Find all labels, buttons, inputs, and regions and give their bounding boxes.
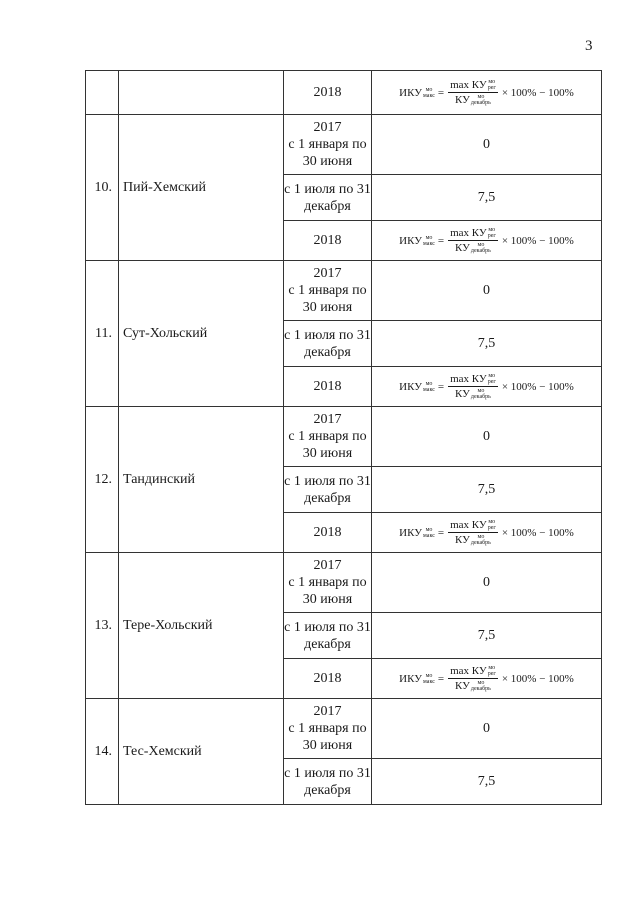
year-cell: 2018 [284, 659, 372, 699]
year-label: 2017 [313, 704, 342, 719]
year-label: 2017 [313, 120, 342, 135]
period-label: с 1 июля по 31 декабря [284, 619, 371, 652]
period-cell [284, 467, 372, 513]
value-cell: 7,5 [372, 613, 602, 659]
period-cell [284, 553, 372, 613]
year-label: 2017 [313, 558, 342, 573]
formula-equals: = [437, 234, 445, 247]
row-number: 14. [86, 699, 119, 805]
formula-equals: = [437, 86, 445, 99]
period-cell [284, 407, 372, 467]
formula-cell [372, 71, 602, 115]
value-cell: 0 [372, 261, 602, 321]
num-cell [86, 71, 119, 115]
index-formula [372, 227, 601, 255]
period-label: с 1 января по 30 июня [288, 429, 367, 461]
value-cell: 0 [372, 115, 602, 175]
municipality-name: Тере-Хольский [119, 553, 284, 699]
year-cell: 2018 [284, 367, 372, 407]
name-cell [119, 71, 284, 115]
formula-rhs: × 100% − 100% [501, 380, 574, 393]
table-row [86, 553, 602, 613]
formula-lhs: ИКУ мо макс [399, 380, 435, 393]
period-cell [284, 261, 372, 321]
formula-fraction: max КУ мо рег КУ мо декабрь [450, 518, 496, 547]
formula-lhs: ИКУ мо макс [399, 526, 435, 539]
year-cell: 2018 [284, 513, 372, 553]
year-label: 2017 [313, 412, 342, 427]
period-label: с 1 июля по 31 декабря [284, 473, 371, 506]
period-label: с 1 июля по 31 декабря [284, 765, 371, 798]
period-cell [284, 321, 372, 367]
row-number: 12. [86, 407, 119, 553]
formula-equals: = [437, 672, 445, 685]
period-cell [284, 613, 372, 659]
table-row [86, 115, 602, 175]
formula-cell [372, 221, 602, 261]
row-number: 11. [86, 261, 119, 407]
index-formula [372, 665, 601, 693]
period-label: с 1 января по 30 июня [288, 137, 367, 169]
formula-rhs: × 100% − 100% [501, 526, 574, 539]
value-cell: 0 [372, 407, 602, 467]
index-formula [372, 519, 601, 547]
allowance-table [85, 70, 602, 805]
municipality-name: Сут-Хольский [119, 261, 284, 407]
value-cell: 7,5 [372, 467, 602, 513]
page-number: 3 [585, 38, 593, 54]
municipality-name: Тес-Хемский [119, 699, 284, 805]
period-cell [284, 115, 372, 175]
formula-cell [372, 367, 602, 407]
period-label: с 1 января по 30 июня [288, 283, 367, 315]
formula-rhs: × 100% − 100% [501, 672, 574, 685]
period-cell [284, 699, 372, 759]
period-label: с 1 июля по 31 декабря [284, 327, 371, 360]
year-label: 2017 [313, 266, 342, 281]
formula-equals: = [437, 526, 445, 539]
period-cell [284, 175, 372, 221]
value-cell: 7,5 [372, 175, 602, 221]
period-cell [284, 759, 372, 805]
municipality-name: Пий-Хемский [119, 115, 284, 261]
municipality-name: Тандинский [119, 407, 284, 553]
formula-cell [372, 659, 602, 699]
formula-fraction: max КУ мо рег КУ мо декабрь [450, 226, 496, 255]
formula-lhs: ИКУ мо макс [399, 672, 435, 685]
index-formula [372, 79, 601, 107]
period-label: с 1 января по 30 июня [288, 721, 367, 753]
index-formula [372, 373, 601, 401]
row-number: 13. [86, 553, 119, 699]
formula-lhs: ИКУ мо макс [399, 234, 435, 247]
period-label: с 1 января по 30 июня [288, 575, 367, 607]
row-number: 10. [86, 115, 119, 261]
formula-fraction: max КУ мо рег КУ мо декабрь [450, 372, 496, 401]
formula-fraction: max КУ мо рег КУ мо декабрь [450, 664, 496, 693]
table-row [86, 407, 602, 467]
period-label: с 1 июля по 31 декабря [284, 181, 371, 214]
formula-cell [372, 513, 602, 553]
formula-rhs: × 100% − 100% [501, 86, 574, 99]
value-cell: 7,5 [372, 321, 602, 367]
table-row [86, 261, 602, 321]
table-row [86, 699, 602, 759]
year-cell: 2018 [284, 221, 372, 261]
value-cell: 7,5 [372, 759, 602, 805]
value-cell: 0 [372, 699, 602, 759]
table-row [86, 71, 602, 115]
formula-equals: = [437, 380, 445, 393]
year-cell: 2018 [284, 71, 372, 115]
formula-fraction: max КУ мо рег КУ мо декабрь [450, 78, 496, 107]
value-cell: 0 [372, 553, 602, 613]
formula-lhs: ИКУ мо макс [399, 86, 435, 99]
formula-rhs: × 100% − 100% [501, 234, 574, 247]
